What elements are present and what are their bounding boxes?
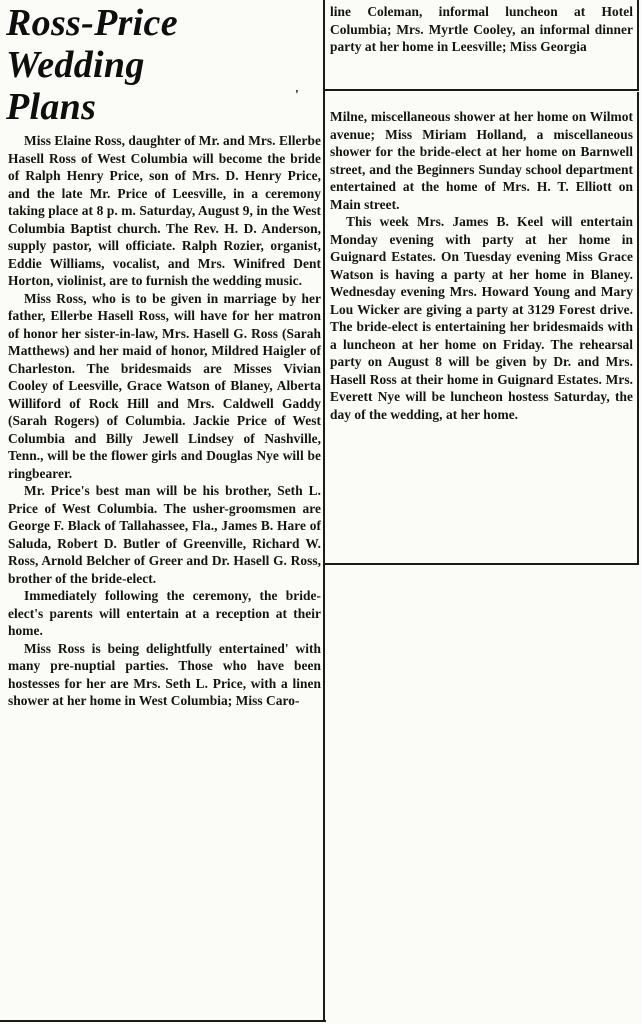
headline-line-3: Plans [6, 86, 97, 128]
stray-mark: ' [295, 88, 299, 103]
headline [6, 2, 306, 128]
article-paragraph: Immediately following the ceremony, the bride-elect's parents will entertain at a reception at their home. [8, 588, 321, 638]
article-paragraph: Mr. Price's best man will be his brother, Seth L. Price of West Columbia. The usher-groomsmen are George F. Black of Tallahassee, Fla., James B. Hare of Saluda, Robert D. Butler of Greenville, Richard W. Ross, Arnold Belcher of Greer and Dr. Hasell G. Ross, brother of the bride-elect. [8, 483, 321, 586]
article-paragraph: Miss Ross is being delightfully entertained' with many pre-nuptial parties. Those who have been hostesses for her are Mrs. Seth L. Price, with a linen shower at her home in West Columbia; Miss Caro- [8, 640, 321, 708]
column-divider [323, 0, 325, 1020]
article-paragraph-continued: line Coleman, informal luncheon at Hotel Columbia; Mrs. Myrtle Cooley, an informal dinner party at her home in Leesville; Miss Georgia [330, 4, 633, 54]
headline-line-2: Wedding [6, 44, 145, 86]
article-paragraph: Miss Ross, who is to be given in marriage by her father, Ellerbe Hasell Ross, will have for her matron of honor her sister-in-law, Mrs. Hasell G. Ross (Sarah Matthews) and her maid of honor, Mildred Haigler of Charleston. The bridesmaids are Misses Vivian Cooley of Leesville, Grace Watson of Blaney, Alberta Williford of Rock Hill and Mrs. Caldwell Gaddy (Sarah Rogers) of Columbia. Jackie Price of West Columbia and Billy Jewell Lindsey of Nashville, Tenn., will be the flower girls and Douglas Nye will be ringbearer. [8, 290, 321, 481]
bottom-divider [0, 1020, 326, 1022]
article-paragraph: This week Mrs. James B. Keel will entertain Monday evening with party at her home in Guignard Estates. On Tuesday evening Miss Grace Watson is having a party at her home in Blaney. Wednesday evening Mrs. Howard Young and Mary Lou Wicker are giving a party at 3129 Forest drive. The bride-elect is entertaining her bridesmaids with a luncheon at her home on Friday. The rehearsal party on August 8 will be given by Dr. and Mrs. Hasell Ross at their home in Guignard Estates. Mrs. Everett Nye will be luncheon hostess Saturday, the day of the wedding, at her home. [330, 214, 633, 422]
article-paragraph: Miss Elaine Ross, daughter of Mr. and Mrs. Ellerbe Hasell Ross of West Columbia will become the bride of Ralph Henry Price, son of Mrs. D. Henry Price, and the late Mr. Price of Leesville, in a ceremony taking place at 8 p. m. Saturday, August 9, in the West Columbia Baptist church. The Rev. H. D. Anderson, supply pastor, will officiate. Ralph Rozier, organist, Eddie Williams, vocalist, and Mrs. Winifred Dent Horton, violinist, are to furnish the wedding music. [8, 133, 321, 288]
section-divider [323, 563, 639, 565]
section-divider [323, 89, 639, 91]
column-divider [637, 0, 639, 90]
headline-line-1: Ross-Price [6, 2, 178, 44]
right-column-bottom [330, 108, 633, 423]
left-column [8, 132, 321, 710]
column-divider [637, 92, 639, 564]
article-paragraph-continued: Milne, miscellaneous shower at her home on Wilmot avenue; Miss Miriam Holland, a miscellaneous shower for the bride-elect at her home on Barnwell street, and the Beginners Sunday school department entertained at the home of Mrs. H. T. Elliott on Main street. [330, 109, 633, 212]
right-column-top [330, 3, 633, 56]
